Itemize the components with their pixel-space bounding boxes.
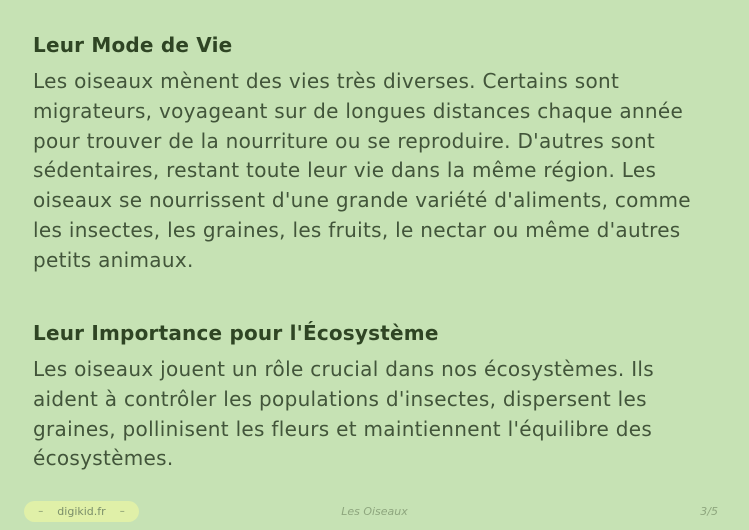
footer-page-number: 3/5 (700, 505, 718, 518)
section-paragraph-mode-de-vie: Les oiseaux mènent des vies très diverses. Certains sont migrateurs, voyageant sur de longues distances chaque année pour trouver de la nourriture ou se reproduire. D'autres sont sédentaires, restant toute leur vie dans la même région. Les oiseaux se nourrissent d'une grande variété d'aliments, comme les insectes, les graines, les fruits, le nectar ou même d'autres petits animaux. (33, 69, 691, 272)
section-paragraph-importance: Les oiseaux jouent un rôle crucial dans nos écosystèmes. Ils aident à contrôler les populations d'insectes, dispersent les graines, pollinisent les fleurs et maintiennent l'équilibre des écosystèmes. (33, 357, 654, 471)
footer-document-title: Les Oiseaux (341, 505, 408, 518)
section-heading-mode-de-vie: Leur Mode de Vie (33, 33, 233, 57)
footer-brand-link[interactable]: digikid.fr (57, 505, 106, 518)
section-heading-importance: Leur Importance pour l'Écosystème (33, 321, 439, 345)
footer-dash-left: – (38, 506, 44, 517)
footer-dash-right: – (119, 506, 125, 517)
